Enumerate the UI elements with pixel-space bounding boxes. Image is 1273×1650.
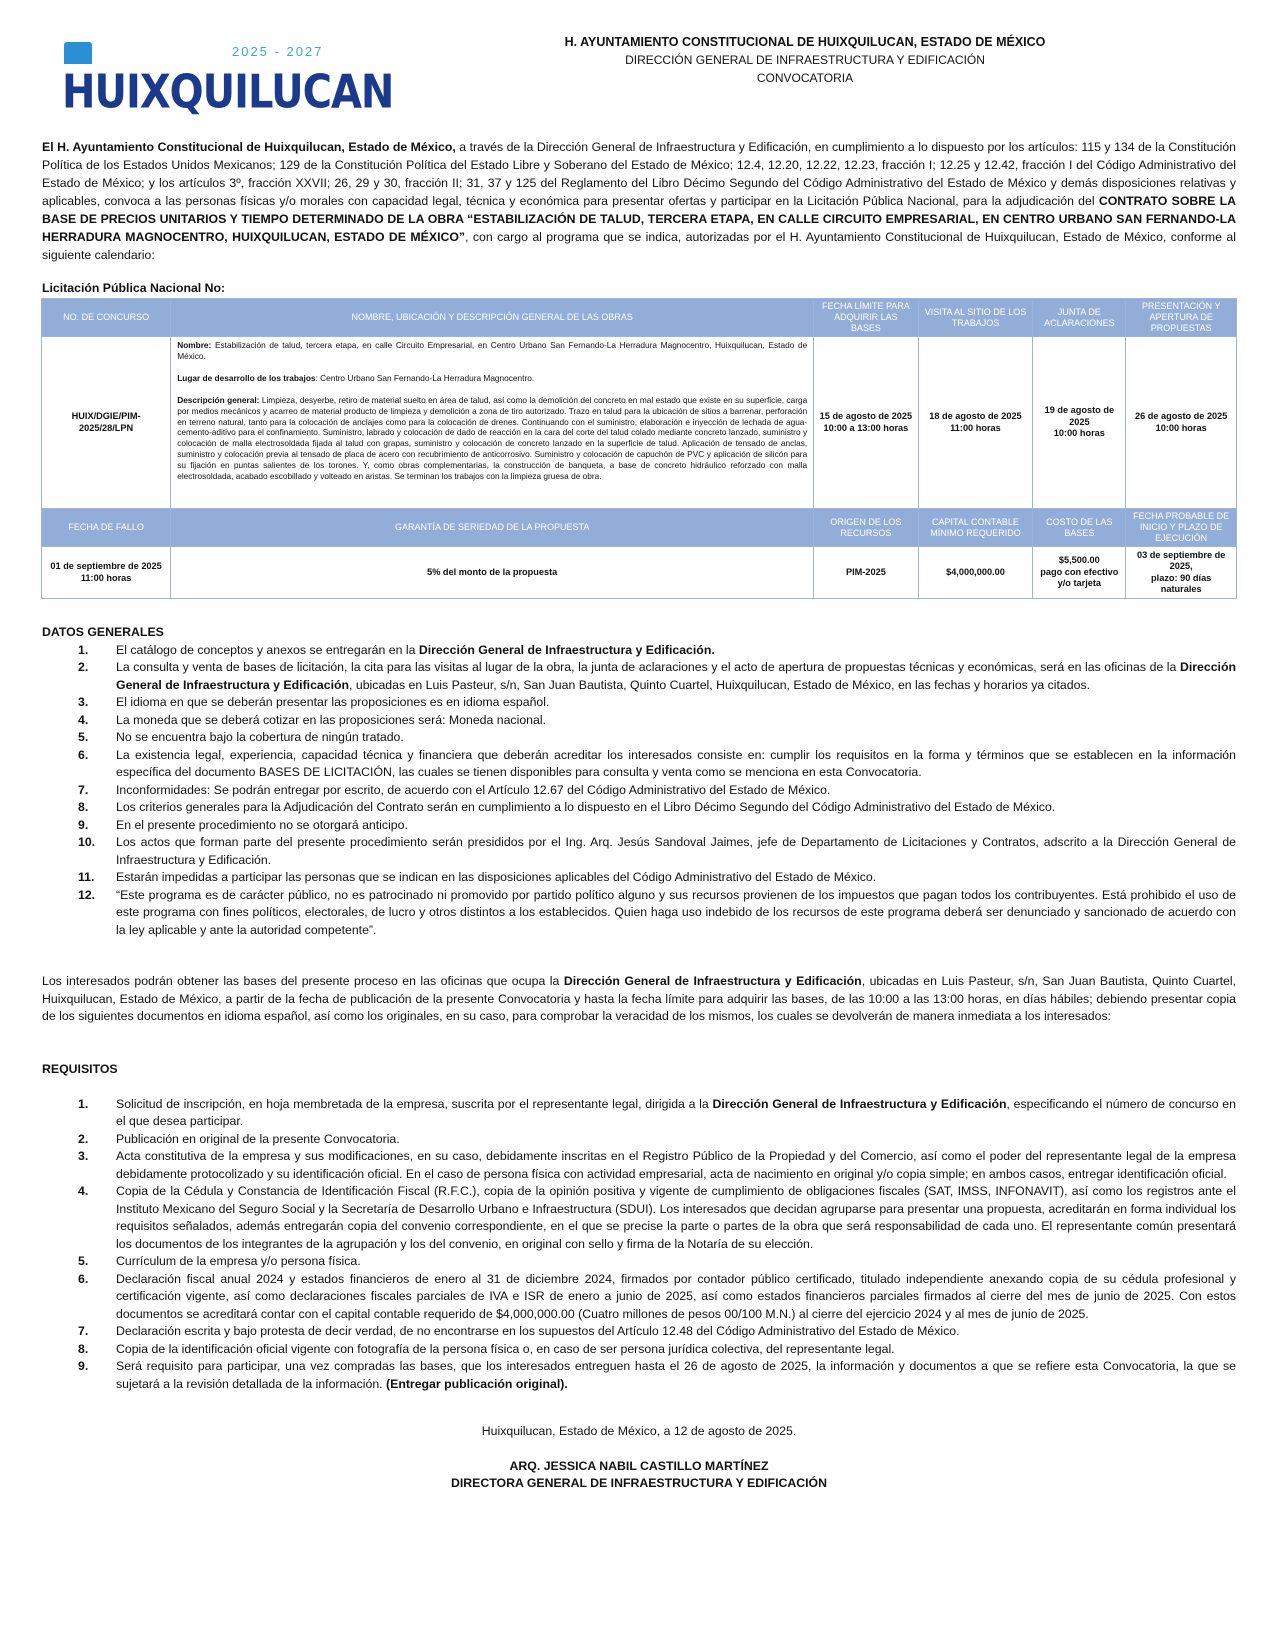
table-header-row-1	[42, 299, 1237, 337]
cell-inicio: 03 de septiembre de 2025, plazo: 90 días naturales	[1126, 547, 1237, 599]
cell-costo: $5,500.00 pago con efectivo y/o tarjeta	[1033, 547, 1126, 599]
closing-block	[42, 1423, 1236, 1493]
item-text: En el presente procedimiento no se otorgará anticipo.	[116, 817, 408, 832]
intro-text-2: , con cargo al programa que se indica, autorizadas por el H. Ayuntamiento Constitucional de Huixquilucan, Estado de México, conforme al siguiente calendario:	[42, 230, 1236, 262]
list-item	[42, 887, 1236, 940]
item-number: 6.	[78, 1271, 89, 1286]
lugar-text: : Centro Urbano San Fernando-La Herradura Magnocentro.	[315, 372, 535, 383]
list-item	[42, 1253, 1236, 1271]
convocatoria-table	[41, 298, 1237, 599]
list-item	[42, 869, 1236, 887]
logo-years: 2025 - 2027	[232, 44, 324, 59]
item-number: 4.	[78, 1184, 89, 1198]
list-item	[42, 799, 1236, 817]
cell-fallo: 01 de septiembre de 2025 11:00 horas	[42, 547, 171, 599]
header-line-3: CONVOCATORIA	[756, 71, 854, 85]
cell-junta: 19 de agosto de 2025 10:00 horas	[1033, 337, 1126, 509]
cell-garantia: 5% del monto de la propuesta	[171, 547, 814, 599]
item-text-after: , especificando el número de concurso en el que desea participar.	[116, 1096, 1236, 1128]
col-header-nombre: NOMBRE, UBICACIÓN Y DESCRIPCIÓN GENERAL DE LAS OBRAS	[171, 299, 814, 337]
item-bold: Dirección General de Infraestructura y Edificación.	[418, 642, 715, 657]
item-bold: Dirección General de Infraestructura y Edificación	[116, 660, 1236, 692]
nombre-text: Estabilización de talud, tercera etapa, en calle Circuito Empresarial, en Centro Urbano San Fernando-La Herradura Magnocentro, Huixquilucan, Estado de México.	[177, 340, 808, 361]
signer-name: ARQ. JESSICA NABIL CASTILLO MARTÍNEZ	[509, 1458, 769, 1473]
list-item	[42, 747, 1236, 782]
col-header-fallo: FECHA DE FALLO	[42, 509, 171, 547]
col-header-garantia: GARANTÍA DE SERIEDAD DE LA PROPUESTA	[171, 509, 814, 547]
item-text: Declaración escrita y bajo protesta de decir verdad, de no encontrarse en los supuestos del Artículo 12.48 del Código Administrativo del Estado de México.	[116, 1324, 960, 1338]
item-text: Estarán impedidas a participar las personas que se indican en las disposiciones aplicables del Código Administrativo del Estado de México.	[116, 870, 877, 884]
list-item	[42, 782, 1236, 800]
requisitos-list	[42, 1096, 1236, 1394]
cell-apertura: 26 de agosto de 2025 10:00 horas	[1126, 337, 1237, 509]
lugar-label: Lugar de desarrollo de los trabajos	[177, 372, 316, 383]
item-number: 2.	[78, 1131, 89, 1146]
licitacion-label: Licitación Pública Nacional No:	[42, 281, 226, 295]
intro-paragraph	[42, 138, 1236, 264]
cell-visita: 18 de agosto de 2025 11:00 horas	[918, 337, 1033, 509]
item-bold: (Entregar publicación original).	[386, 1376, 568, 1391]
document-header	[470, 33, 1140, 87]
logo-h-accent	[64, 42, 92, 64]
logo-wordmark: HUIXQUILUCAN	[62, 66, 394, 119]
item-number: 7.	[78, 1324, 89, 1338]
table-row	[42, 547, 1237, 599]
list-item	[42, 642, 1236, 660]
list-item	[42, 659, 1236, 694]
item-text: La moneda que se deberá cotizar en las proposiciones será: Moneda nacional.	[116, 712, 546, 727]
item-text: Acta constitutiva de la empresa y sus modificaciones, en su caso, debidamente inscritas en el Registro Público de la Propiedad y del Comercio, así como el poder del representante legal de la empresa debidamente protocolizado y su identificación oficial. En el caso de persona física con actividad empresarial, acta de nacimiento en original y/o copia simple; en ambos casos, entregar identificación oficial.	[116, 1149, 1236, 1181]
item-number: 1.	[78, 642, 89, 657]
item-text: Declaración fiscal anual 2024 y estados financieros de enero al 31 de diciembre 2024, firmados por contador público certificado, titulado independiente anexando copia de su cédula profesional y certificación vigente, así como declaraciones fiscales parciales de IVA e ISR de enero a junio de 2025, así como estados financieros parciales firmados al cierre del mes de junio de 2025. Con estos documentos se acreditará contar con el capital contable requerido de $4,000,000.00 (Cuatro millones de pesos 00/100 M.N.) al cierre del ejercicio 2024 y al mes de junio de 2025.	[116, 1271, 1236, 1321]
item-number: 1.	[78, 1096, 89, 1111]
descripcion-label: Descripción general:	[177, 394, 260, 405]
datos-generales-list	[42, 642, 1236, 940]
item-number: 9.	[78, 1359, 89, 1373]
item-number: 3.	[78, 1149, 89, 1163]
item-text: El idioma en que se deberán presentar las proposiciones es en idioma español.	[116, 695, 550, 709]
list-item	[42, 1096, 1236, 1131]
intro-bold-1: El H. Ayuntamiento Constitucional de Huixquilucan, Estado de México,	[42, 140, 456, 154]
requisitos-title: REQUISITOS	[42, 1062, 118, 1076]
item-text: Copia de la Cédula y Constancia de Identificación Fiscal (R.F.C.), copia de la opinión positiva y vigente de cumplimiento de obligaciones fiscales (SAT, IMSS, INFONAVIT), así como los registros ante el Instituto Mexicano del Seguro Social y la Secretaría de Desarrollo Urbano e Infraestructura (SDUI). Los interesados que decidan agruparse para presentar una propuesta, acreditarán en forma individual los requisitos señalados, además entregarán copia del convenio correspondiente, en el que se precise la parte o partes de la obra que será responsabilidad de cada uno. El representante común presentará los documentos de los integrantes de la agrupación y los del convenio, en original con sello y firma de la Notaría de su elección.	[116, 1184, 1236, 1251]
huixquilucan-logo	[62, 40, 394, 119]
item-text: La existencia legal, experiencia, capacidad técnica y financiera que deberán acreditar los interesados consiste en: cumplir los requisitos en la forma y términos que se establecen en la información específica del documento BASES DE LICITACIÓN, las cuales se tienen disponibles para consulta y venta como se menciona en esta Convocatoria.	[116, 747, 1236, 779]
table-header-row-2	[42, 509, 1237, 547]
item-text: Inconformidades: Se podrán entregar por escrito, de acuerdo con el Artículo 12.67 del Código Administrativo del Estado de México.	[116, 782, 831, 797]
col-header-costo: COSTO DE LAS BASES	[1033, 509, 1126, 547]
item-number: 5.	[78, 730, 89, 744]
bases-paragraph	[42, 973, 1236, 1026]
bases-text: Los interesados podrán obtener las bases del presente proceso en las oficinas que ocupa la	[42, 974, 564, 988]
list-item	[42, 694, 1236, 712]
list-item	[42, 1131, 1236, 1149]
list-item	[42, 729, 1236, 747]
item-text: Será requisito para participar, una vez compradas las bases, que los interesados entreguen hasta el 26 de agosto de 2025, la información y documentos a que se refiere esta Convocatoria, la que se sujetará a la revisión detallada de la información.	[116, 1359, 1236, 1391]
cell-concurso: HUIX/DGIE/PIM-2025/28/LPN	[42, 337, 171, 509]
list-item	[42, 1323, 1236, 1341]
header-line-1: H. AYUNTAMIENTO CONSTITUCIONAL DE HUIXQUILUCAN, ESTADO DE MÉXICO	[564, 35, 1046, 49]
item-bold: Dirección General de Infraestructura y Edificación	[712, 1096, 1007, 1111]
col-header-capital: CAPITAL CONTABLE MÍNIMO REQUERIDO	[918, 509, 1033, 547]
bases-text-after: , ubicadas en Luis Pasteur, s/n, San Juan Bautista, Quinto Cuartel, Huixquilucan, Estado de México, a partir de la fecha de publicación de la presente Convocatoria y hasta la fecha límite para adquirir las bases, de las 10:00 a las 13:00 horas, en días hábiles; debiendo presentar copia de los siguientes documentos en idioma español, así como los originales, en su caso, para comprobar la veracidad de los mismos, los cuales se devolverán de manera inmediata a los interesados:	[42, 974, 1236, 1023]
item-text: Currículum de la empresa y/o persona física.	[116, 1254, 361, 1268]
item-number: 4.	[78, 712, 89, 727]
list-item	[42, 834, 1236, 869]
list-item	[42, 1271, 1236, 1324]
signer-position: DIRECTORA GENERAL DE INFRAESTRUCTURA Y EDIFICACIÓN	[451, 1476, 827, 1490]
intro-bold-2: CONTRATO SOBRE LA BASE DE PRECIOS UNITARIOS Y TIEMPO DETERMINADO DE LA OBRA “ESTABILIZACIÓN DE TALUD, TERCERA ETAPA, EN CALLE CIRCUITO EMPRESARIAL, EN CENTRO URBANO SAN FERNANDO-LA HERRADURA MAGNOCENTRO, HUIXQUILUCAN, ESTADO DE MÉXICO”	[42, 194, 1236, 244]
col-header-inicio: FECHA PROBABLE DE INICIO Y PLAZO DE EJECUCIÓN	[1126, 509, 1237, 547]
item-text-after: , ubicadas en Luis Pasteur, s/n, San Juan Bautista, Quinto Cuartel, Huixquilucan, Estado de México, en las fechas y horarios ya citados.	[349, 677, 1091, 692]
item-text: Solicitud de inscripción, en hoja membretada de la empresa, suscrita por el representante legal, dirigida a la	[116, 1096, 713, 1111]
list-item	[42, 1341, 1236, 1359]
item-text: No se encuentra bajo la cobertura de ningún tratado.	[116, 730, 404, 744]
requisitos-section	[42, 1061, 1236, 1393]
list-item	[42, 817, 1236, 835]
item-number: 7.	[78, 782, 89, 797]
item-number: 3.	[78, 695, 89, 709]
cell-origen: PIM-2025	[814, 547, 918, 599]
item-text: “Este programa es de carácter público, no es patrocinado ni promovido por partido político alguno y sus recursos provienen de los impuestos que pagan todos los contribuyentes. Está prohibido el uso de este programa con fines políticos, electorales, de lucro y otros distintos a los establecidos. Quien haga uso indebido de los recursos de este programa deberá ser denunciado y sancionado de acuerdo con la ley aplicable y ante la autoridad competente”.	[116, 887, 1236, 937]
list-item	[42, 1148, 1236, 1183]
datos-generales-title: DATOS GENERALES	[42, 625, 164, 639]
cell-fecha-limite: 15 de agosto de 2025 10:00 a 13:00 horas	[814, 337, 918, 509]
place-date: Huixquilucan, Estado de México, a 12 de agosto de 2025.	[481, 1424, 797, 1438]
item-text: Publicación en original de la presente Convocatoria.	[116, 1131, 400, 1146]
item-number: 11.	[78, 870, 95, 884]
item-text: Los actos que forman parte del presente procedimiento serán presididos por el Ing. Arq. Jesús Sandoval Jaimes, jefe de Departamento de Licitaciones y Contratos, adscrito a la Dirección General de Infraestructura y Edificación.	[116, 835, 1236, 867]
list-item	[42, 1183, 1236, 1253]
item-number: 6.	[78, 747, 89, 762]
datos-generales-section	[42, 624, 1236, 939]
list-item	[42, 712, 1236, 730]
cell-descripcion	[171, 337, 814, 509]
item-number: 2.	[78, 660, 89, 674]
item-number: 8.	[78, 800, 89, 814]
col-header-apertura: PRESENTACIÓN Y APERTURA DE PROPUESTAS	[1126, 299, 1237, 337]
list-item	[42, 1358, 1236, 1393]
col-header-fecha-limite: FECHA LÍMITE PARA ADQUIRIR LAS BASES	[814, 299, 918, 337]
bases-bold: Dirección General de Infraestructura y Edificación	[563, 974, 862, 988]
intro-text-1: a través de la Dirección General de Infraestructura y Edificación, en cumplimiento a lo dispuesto por los artículos: 115 y 134 de la Constitución Política de los Estados Unidos Mexicanos; 129 de la Constitución Política del Estado Libre y Soberano del Estado de México; 12.4, 12.20, 12.22, 12.23, fracción I; 12.25 y 12.42, fracción I del Código Administrativo del Estado de México; y los artículos 3º, fracción XXVII; 26, 29 y 30, fracción II; 31, 37 y 125 del Reglamento del Libro Décimo Segundo del Código Administrativo del Estado de México y demás disposiciones relativas y aplicables, convoca a las personas físicas y/o morales con capacidad legal, técnica y económica para presentar ofertas y participar en la Licitación Pública Nacional, para la adjudicación del	[42, 140, 1236, 208]
item-number: 8.	[78, 1341, 89, 1356]
item-number: 12.	[78, 887, 96, 902]
item-text: El catálogo de conceptos y anexos se entregarán en la	[116, 642, 419, 657]
item-number: 9.	[78, 817, 89, 832]
table-row	[42, 337, 1237, 509]
col-header-concurso: NO. DE CONCURSO	[42, 299, 171, 337]
item-text: Los criterios generales para la Adjudicación del Contrato serán en cumplimiento a lo dispuesto en el Libro Décimo Segundo del Código Administrativo del Estado de México.	[116, 800, 1056, 814]
item-text: Copia de la identificación oficial vigente con fotografía de la persona física o, en caso de ser persona jurídica colectiva, del representante legal.	[116, 1341, 895, 1356]
descripcion-text: Limpieza, desyerbe, retiro de material suelto en área de talud, así como la demolición del concreto en mal estado que existe en su superficie, carga por medios mecánicos y acarreo de material producto de limpieza y demolición a zona de tiro autorizado. Trazo en talud para la ubicación de sitios a barrenar, perforación en terreno natural, tanto para la colocación de anclajes como para la colocación de drenes. Continuando con el suministro, elaboración e inyección de lechada de agua-cemento-aditivo para el confinamiento. Suministro, labrado y colocación de dado de reacción en la cara del corte del talud colado mediante concreto lanzado, suministro y colocación de malla electrosoldada fijada al talud con grapas, suministro y colocación de concreto lanzado en la superficie de talud. Aplicación de tensado de anclas, suministro y colocación previa al tensado de placa de acero con recubrimiento de anticorrosivo. Suministro y colocación de capuchón de PVC y aplicación de silicón para su fijación en puntas salientes de los torones. Y, como obras complementarias, la construcción de banqueta, a base de concreto hidráulico reforzado con malla electrosoldada, acabado escobillado y volteado en aristas. Se terminan los trabajos con la limpieza gruesa de obra.	[177, 394, 808, 482]
col-header-visita: VISITA AL SITIO DE LOS TRABAJOS	[918, 299, 1033, 337]
header-line-2: DIRECCIÓN GENERAL DE INFRAESTRUCTURA Y EDIFICACIÓN	[625, 53, 985, 67]
col-header-junta: JUNTA DE ACLARACIONES	[1033, 299, 1126, 337]
item-number: 10.	[78, 835, 96, 849]
nombre-label: Nombre:	[177, 340, 212, 350]
item-number: 5.	[78, 1254, 89, 1268]
item-text: La consulta y venta de bases de licitación, la cita para las visitas al lugar de la obra, la junta de aclaraciones y el acto de apertura de propuestas técnicas y económicas, será en las oficinas de la	[116, 660, 1180, 674]
cell-capital: $4,000,000.00	[918, 547, 1033, 599]
col-header-origen: ORIGEN DE LOS RECURSOS	[814, 509, 918, 547]
